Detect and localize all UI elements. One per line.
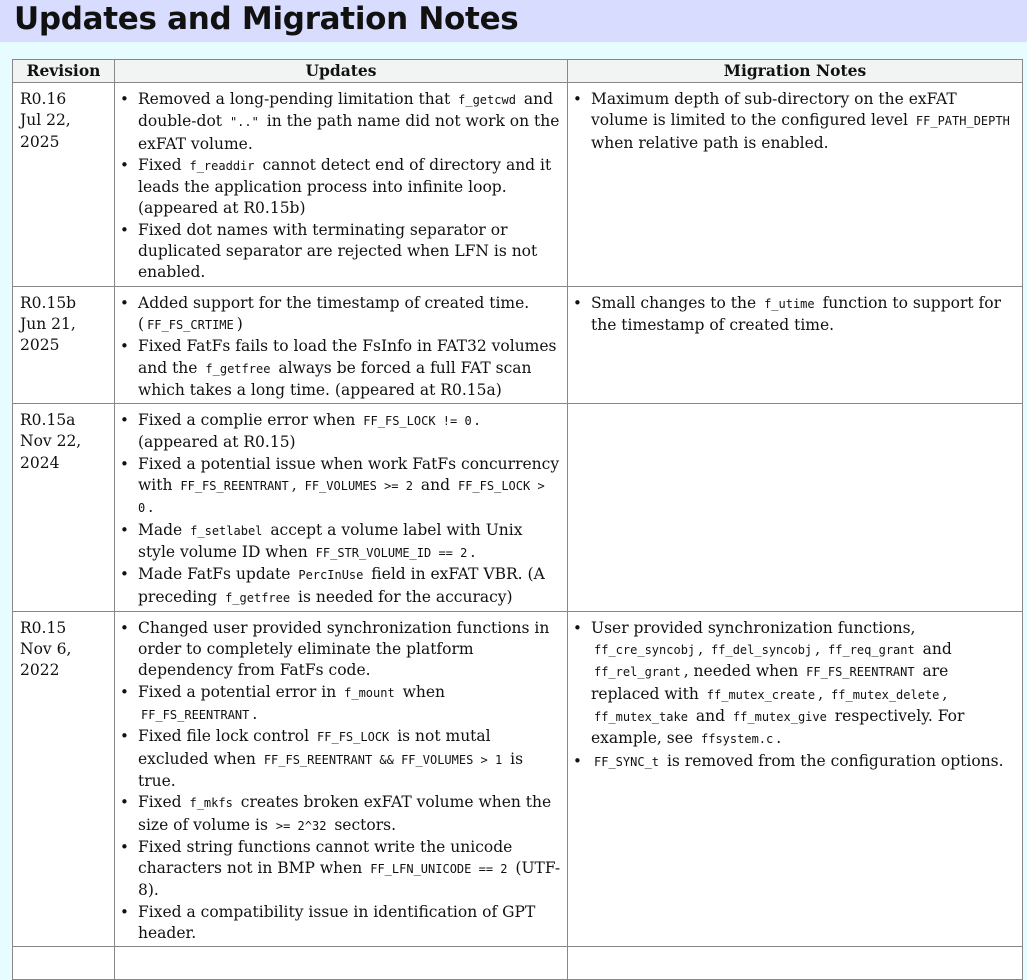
item-text: . [148, 498, 154, 517]
item-text: Fixed FatFs fails to load the FsInfo in FAT32 volumes and the [138, 337, 557, 377]
update-item [118, 410, 563, 454]
item-text: in the path name did not work on the exFAT volume. [138, 112, 560, 153]
item-text: (UTF-8). [138, 859, 561, 900]
item-text: Maximum depth of sub-directory on the exFAT volume is limited to the configured level [591, 90, 957, 130]
item-text: when relative path is enabled. [591, 133, 829, 152]
table-row [13, 83, 1023, 287]
update-item [118, 336, 563, 401]
item-text: Removed a long-pending limitation that [138, 90, 456, 108]
code-identifier: FF_LFN_UNICODE == 2 [370, 862, 508, 877]
migration-item [571, 293, 1018, 337]
item-text: . (appeared at R0.15) [138, 411, 480, 452]
item-text: Changed user provided synchronization functions in order to completely eliminate the platform dependency from FatFs code. [138, 618, 550, 680]
item-text: respectively. For example, see [591, 707, 965, 748]
table-row [13, 404, 1023, 612]
item-text: . [776, 729, 782, 748]
item-text: Small changes to the [591, 293, 762, 312]
code-identifier: ff_rel_grant [594, 665, 681, 680]
item-text: Fixed a potential issue when work FatFs concurrency with [138, 454, 560, 495]
item-text: Fixed string functions cannot write the unicode characters not in BMP when [138, 837, 513, 878]
updates-cell [115, 286, 568, 403]
update-item [118, 682, 563, 727]
migration-cell [568, 83, 1023, 287]
code-identifier: FF_FS_REENTRANT [141, 708, 250, 723]
code-identifier: ff_del_syncobj [711, 643, 813, 658]
revision-cell: R0.15b Jun 21, 2025 [13, 286, 115, 403]
item-text: , [942, 684, 948, 703]
update-item [118, 792, 563, 837]
code-identifier: FF_FS_REENTRANT [806, 665, 915, 680]
item-text: accept a volume label with Unix style volume ID when [138, 520, 523, 561]
migration-item [571, 89, 1018, 154]
item-text: , needed when [683, 662, 804, 681]
item-text: is needed for the accuracy) [293, 587, 513, 606]
empty-cell [568, 947, 1023, 980]
code-identifier: ff_mutex_give [732, 710, 827, 725]
revision-cell: R0.15 Nov 6, 2022 [13, 611, 115, 946]
item-text: field in exFAT VBR. (A preceding [138, 565, 545, 606]
item-text: , [815, 640, 826, 659]
migration-item [571, 618, 1018, 751]
item-text: creates broken exFAT volume when the size of volume is [138, 793, 552, 834]
update-list [118, 293, 563, 401]
code-identifier: >= 2^32 [275, 818, 327, 833]
updates-cell [115, 404, 568, 612]
updates-cell [115, 83, 568, 287]
update-item [118, 618, 563, 682]
item-text: Fixed [138, 793, 187, 812]
update-item [118, 454, 563, 520]
code-identifier: ".." [229, 115, 259, 130]
code-identifier: FF_FS_LOCK != 0 [363, 414, 472, 429]
migration-list [571, 618, 1018, 773]
update-item [118, 293, 563, 337]
updates-column-header: Updates [115, 60, 568, 83]
item-text: when [397, 682, 446, 701]
code-identifier: FF_FS_CRTIME [147, 317, 234, 332]
item-text: ) [236, 314, 243, 333]
code-identifier: FF_STR_VOLUME_ID == 2 [315, 545, 468, 560]
code-identifier: f_utime [764, 296, 815, 311]
update-list [118, 618, 563, 944]
code-identifier: f_mount [344, 685, 395, 700]
migration-column-header: Migration Notes [568, 60, 1023, 83]
item-text: Fixed a potential error in [138, 682, 342, 701]
item-text: , [698, 640, 709, 659]
code-identifier: f_readdir [189, 158, 255, 173]
page-title: Updates and Migration Notes [14, 1, 519, 37]
migration-list [571, 293, 1018, 337]
item-text: . [470, 542, 476, 561]
revision-column-header: Revision [13, 60, 115, 83]
item-text: sectors. [329, 815, 397, 834]
item-text: User provided synchronization functions, [591, 618, 916, 637]
item-text: function to support for the timestamp of created time. [591, 293, 1002, 334]
item-text: Added support for the timestamp of created time. ( [138, 293, 530, 333]
item-text: Fixed a complie error when [138, 411, 361, 430]
item-text: always be forced a full FAT scan which takes a long time. (appeared at R0.15a) [138, 358, 532, 399]
table-row [13, 947, 1023, 980]
code-identifier: FF_FS_REENTRANT [180, 479, 289, 494]
item-text: Made FatFs update [138, 565, 296, 584]
item-text: Fixed dot names with terminating separator or duplicated separator are rejected when LFN is not enabled. [138, 220, 538, 282]
item-text: and [917, 640, 952, 659]
code-identifier: FF_FS_REENTRANT && FF_VOLUMES > 1 [263, 752, 503, 767]
code-identifier: ff_cre_syncobj [594, 643, 696, 658]
code-identifier: f_getfree [205, 361, 271, 376]
code-identifier: FF_FS_LOCK > 0 [138, 479, 545, 516]
code-identifier: ff_req_grant [828, 643, 915, 658]
update-list [118, 89, 563, 284]
update-item [118, 837, 563, 902]
revision-table [12, 59, 1023, 980]
migration-item [571, 751, 1018, 773]
item-text: Made [138, 520, 188, 539]
code-identifier: FF_FS_LOCK [317, 730, 390, 745]
migration-cell [568, 611, 1023, 946]
code-identifier: ffsystem.c [701, 732, 774, 747]
page-header [0, 0, 1027, 42]
code-identifier: f_getcwd [458, 93, 516, 107]
code-identifier: ff_mutex_take [594, 710, 688, 725]
update-item [118, 220, 563, 284]
update-item [118, 155, 563, 220]
table-row [13, 286, 1023, 403]
code-identifier: f_setlabel [190, 523, 263, 538]
item-text: , [291, 476, 302, 495]
table-row [13, 611, 1023, 946]
empty-cell [13, 947, 115, 980]
revision-cell: R0.15a Nov 22, 2024 [13, 404, 115, 612]
item-text: is true. [138, 749, 524, 790]
code-identifier: FF_PATH_DEPTH [915, 114, 1010, 129]
item-text: and [690, 707, 730, 726]
code-identifier: FF_SYNC_t [594, 754, 660, 769]
update-item [118, 520, 563, 565]
item-text: Fixed a compatibility issue in identification of GPT header. [138, 902, 536, 942]
code-identifier: PercInUse [298, 568, 364, 583]
update-list [118, 410, 563, 609]
item-text: is removed from the configuration options. [662, 751, 1004, 770]
code-identifier: ff_mutex_create [706, 687, 816, 702]
item-text: Fixed [138, 155, 187, 174]
code-identifier: ff_mutex_delete [831, 687, 940, 702]
item-text: are replaced with [591, 662, 949, 703]
code-identifier: f_mkfs [189, 796, 233, 811]
item-text: and double-dot [138, 90, 553, 131]
table-body [13, 83, 1023, 980]
update-item [118, 902, 563, 945]
item-text: . [252, 705, 258, 724]
code-identifier: FF_VOLUMES >= 2 [304, 479, 413, 494]
item-text: Fixed file lock control [138, 727, 315, 746]
migration-cell [568, 286, 1023, 403]
empty-cell [115, 947, 568, 980]
update-item [118, 89, 563, 155]
item-text: and [415, 476, 455, 495]
update-item [118, 726, 563, 792]
migration-list [571, 89, 1018, 154]
item-text: cannot detect end of directory and it leads the application process into infinite loop. (appeared at R0.15b) [138, 155, 552, 218]
code-identifier: f_getfree [225, 590, 291, 605]
revision-cell: R0.16 Jul 22, 2025 [13, 83, 115, 287]
updates-cell [115, 611, 568, 946]
item-text: , [818, 684, 829, 703]
update-item [118, 564, 563, 609]
migration-cell [568, 404, 1023, 612]
table-header-row [13, 60, 1023, 83]
item-text: is not mutal excluded when [138, 727, 491, 768]
